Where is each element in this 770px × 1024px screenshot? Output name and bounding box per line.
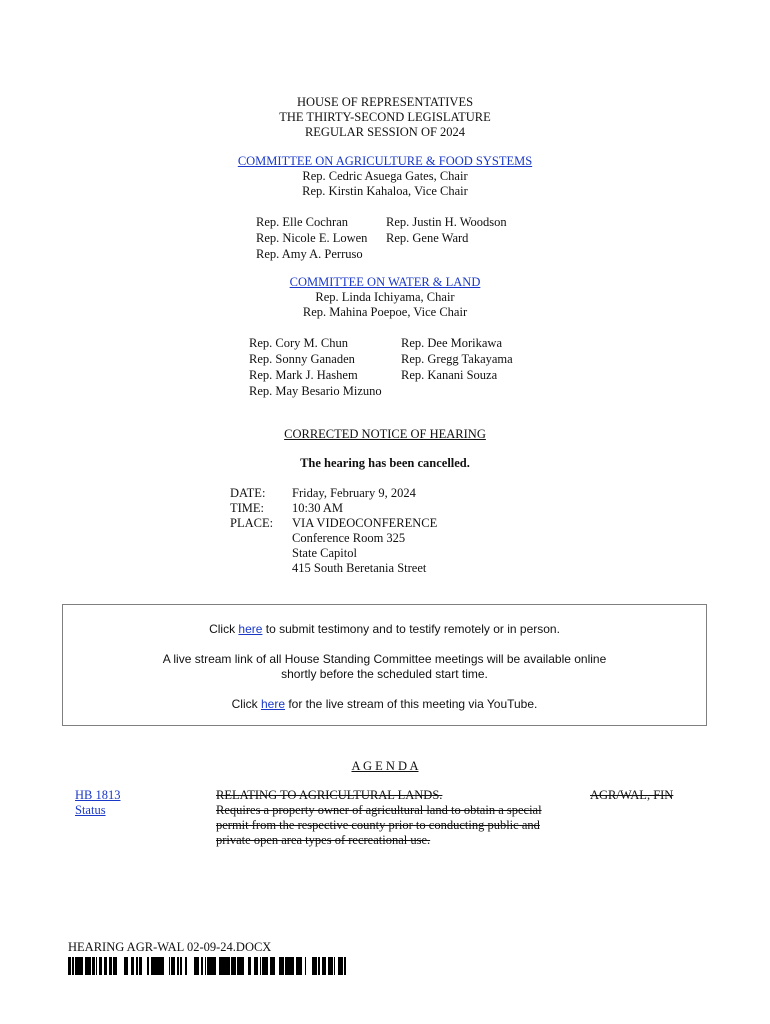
barcode-bar <box>283 957 284 975</box>
barcode-bar <box>68 957 69 975</box>
barcode-bar <box>69 957 70 975</box>
barcode-bar <box>324 957 325 975</box>
barcode-bar <box>285 957 287 975</box>
barcode-bar <box>127 957 128 975</box>
barcode-bar <box>279 957 280 975</box>
bill-link[interactable]: HB 1813 <box>75 788 121 802</box>
header-line-2: THE THIRTY-SECOND LEGISLATURE <box>279 110 491 124</box>
barcode-bar <box>148 957 149 975</box>
committee-2-link[interactable]: COMMITTEE ON WATER & LAND <box>289 275 481 289</box>
barcode-bar <box>185 957 187 975</box>
bill-title: RELATING TO AGRICULTURAL LANDS. <box>216 788 443 802</box>
barcode-bar <box>89 957 91 975</box>
barcode-bar <box>104 957 105 975</box>
member-name: Rep. Kanani Souza <box>401 368 498 382</box>
barcode-bar <box>242 957 244 975</box>
barcode-bar <box>147 957 148 975</box>
notice-title-wrap <box>0 427 770 442</box>
bill-description-line: permit from the respective county prior to conducting public and <box>216 818 540 832</box>
barcode-bar <box>88 957 89 975</box>
youtube-line: Click here for the live stream of this meeting via YouTube. <box>231 697 538 711</box>
barcode-bar <box>169 957 170 975</box>
barcode-bar <box>82 957 83 975</box>
member-name: Rep. Amy A. Perruso <box>256 247 363 261</box>
barcode-bar <box>197 957 199 975</box>
barcode-bar <box>256 957 258 975</box>
barcode-bar <box>153 957 154 975</box>
header-line-1: HOUSE OF REPRESENTATIVES <box>296 95 474 109</box>
committee-1-vice-chair: Rep. Kirstin Kahaloa, Vice Chair <box>302 184 468 198</box>
barcode-bar <box>239 957 241 975</box>
agenda-title-wrap <box>0 759 770 774</box>
barcode-bar <box>318 957 320 975</box>
livestream-availability-line-1: A live stream link of all House Standing Committee meetings will be available online <box>162 652 607 666</box>
barcode-bar <box>224 957 226 975</box>
barcode-bar <box>339 957 341 975</box>
barcode-bar <box>227 957 228 975</box>
barcode-bar <box>330 957 331 975</box>
barcode-bar <box>194 957 195 975</box>
member-name: Rep. Dee Morikawa <box>401 336 503 350</box>
agenda-item-description <box>216 788 542 848</box>
barcode-bar <box>100 957 102 975</box>
barcode-bar <box>328 957 329 975</box>
barcode-bar <box>223 957 224 975</box>
barcode-bar <box>345 957 346 975</box>
barcode-bar <box>334 957 335 975</box>
barcode-bar <box>80 957 82 975</box>
barcode-bar <box>272 957 274 975</box>
member-name: Rep. Sonny Ganaden <box>249 352 355 366</box>
barcode-bar <box>86 957 88 975</box>
barcode-bar <box>329 957 330 975</box>
date-label: DATE: <box>230 486 266 500</box>
barcode-bar <box>211 957 212 975</box>
barcode-bar <box>171 957 172 975</box>
barcode-bar <box>212 957 213 975</box>
barcode-bar <box>344 957 345 975</box>
barcode-bar <box>270 957 272 975</box>
barcode-bar <box>70 957 71 975</box>
barcode-bar <box>115 957 117 975</box>
barcode-bar <box>301 957 302 975</box>
barcode-bar <box>232 957 234 975</box>
document-header <box>0 95 770 140</box>
barcode-bar <box>280 957 282 975</box>
barcode-bar <box>290 957 291 975</box>
barcode-bar <box>305 957 306 975</box>
barcode-bar <box>332 957 333 975</box>
barcode-bar <box>75 957 77 975</box>
barcode-bar <box>267 957 268 975</box>
barcode-bar <box>296 957 297 975</box>
barcode-bar <box>331 957 332 975</box>
barcode-bar <box>209 957 211 975</box>
barcode-bar <box>250 957 251 975</box>
barcode-bar <box>241 957 242 975</box>
committee-1-members-left <box>256 214 367 262</box>
place-line: VIA VIDEOCONFERENCE <box>292 516 438 530</box>
hearing-detail-labels <box>230 486 273 531</box>
date-value: Friday, February 9, 2024 <box>292 486 416 500</box>
barcode-bar <box>292 957 294 975</box>
testimony-line: Click here to submit testimony and to testify remotely or in person. <box>209 622 560 636</box>
barcode-bar <box>99 957 100 975</box>
barcode-bar <box>201 957 203 975</box>
bill-referral: AGR/WAL, FIN <box>590 788 674 802</box>
barcode-bar <box>274 957 275 975</box>
barcode-bar <box>287 957 289 975</box>
barcode-bar <box>213 957 215 975</box>
barcode-bar <box>195 957 197 975</box>
barcode-bar <box>111 957 112 975</box>
barcode-bar <box>106 957 107 975</box>
barcode-bar <box>177 957 179 975</box>
place-line: 415 South Beretania Street <box>292 561 427 575</box>
agenda-title: A G E N D A <box>351 759 419 773</box>
barcode-bar <box>114 957 115 975</box>
committee-2-chair: Rep. Linda Ichiyama, Chair <box>315 290 455 304</box>
barcode-bar <box>226 957 227 975</box>
barcode-bar <box>322 957 323 975</box>
barcode-bar <box>85 957 86 975</box>
barcode-bar <box>124 957 126 975</box>
committee-2-members-right <box>401 335 513 383</box>
member-name: Rep. Mark J. Hashem <box>249 368 358 382</box>
barcode-bar <box>160 957 162 975</box>
barcode-bar <box>92 957 93 975</box>
place-line: Conference Room 325 <box>292 531 406 545</box>
committee-2-vice-chair: Rep. Mahina Poepoe, Vice Chair <box>302 305 468 319</box>
barcode-bar <box>205 957 206 975</box>
barcode-bar <box>139 957 141 975</box>
time-value: 10:30 AM <box>292 501 344 515</box>
barcode-bar <box>282 957 283 975</box>
barcode-bar <box>157 957 159 975</box>
bill-status-link[interactable]: Status <box>75 803 106 817</box>
committee-1-heading <box>0 154 770 199</box>
barcode-bar <box>180 957 182 975</box>
barcode-bar <box>126 957 127 975</box>
member-name: Rep. Elle Cochran <box>256 215 348 229</box>
barcode-bar <box>265 957 267 975</box>
barcode-bar <box>231 957 232 975</box>
barcode-bar <box>207 957 209 975</box>
barcode-bar <box>291 957 292 975</box>
barcode-bar <box>234 957 235 975</box>
member-name: Rep. Gregg Takayama <box>401 352 513 366</box>
barcode-bar <box>229 957 230 975</box>
barcode-bar <box>78 957 80 975</box>
footer-filename: HEARING AGR-WAL 02-09-24.DOCX <box>68 940 272 954</box>
member-name: Rep. Nicole E. Lowen <box>256 231 368 245</box>
barcode-bar <box>297 957 298 975</box>
testimony-info-box <box>62 604 707 726</box>
youtube-link[interactable]: here <box>260 697 285 711</box>
barcode-bar <box>260 957 261 975</box>
barcode-bar <box>262 957 264 975</box>
committee-1-chair: Rep. Cedric Asuega Gates, Chair <box>302 169 468 183</box>
barcode-bar <box>159 957 160 975</box>
barcode-bar <box>323 957 324 975</box>
barcode-bar <box>105 957 106 975</box>
barcode-bar <box>264 957 265 975</box>
barcode-bar <box>109 957 111 975</box>
barcode-bar <box>141 957 142 975</box>
member-name: Rep. Cory M. Chun <box>249 336 348 350</box>
barcode-bar <box>93 957 95 975</box>
barcode-bar <box>289 957 290 975</box>
barcode-bar <box>325 957 326 975</box>
barcode-bar <box>313 957 315 975</box>
barcode-bar <box>174 957 175 975</box>
barcode-bar <box>72 957 74 975</box>
barcode-bar <box>136 957 138 975</box>
barcode-bar <box>131 957 132 975</box>
committee-1-link[interactable]: COMMITTEE ON AGRICULTURE & FOOD SYSTEMS <box>237 154 533 168</box>
barcode-bar <box>162 957 163 975</box>
bill-description-line: private open area types of recreational use. <box>216 833 431 847</box>
cancellation-notice: The hearing has been cancelled. <box>300 456 470 470</box>
barcode-image <box>68 957 348 975</box>
place-label: PLACE: <box>230 516 274 530</box>
barcode-bar <box>299 957 301 975</box>
barcode-bar <box>341 957 343 975</box>
cancel-notice-wrap <box>0 456 770 471</box>
member-name: Rep. May Besario Mizuno <box>249 384 382 398</box>
bill-description-line: Requires a property owner of agricultural land to obtain a special <box>216 803 542 817</box>
place-line: State Capitol <box>292 546 357 560</box>
time-label: TIME: <box>230 501 265 515</box>
barcode-bar <box>228 957 229 975</box>
barcode-bar <box>151 957 153 975</box>
barcode-bar <box>255 957 256 975</box>
barcode-bar <box>173 957 174 975</box>
agenda-item-links <box>75 788 121 818</box>
barcode-bar <box>235 957 236 975</box>
barcode-bar <box>298 957 299 975</box>
hearing-detail-values <box>292 486 437 576</box>
header-line-3: REGULAR SESSION OF 2024 <box>304 125 466 139</box>
barcode-bar <box>315 957 317 975</box>
barcode-bar <box>96 957 97 975</box>
barcode-bar <box>219 957 221 975</box>
barcode-bar <box>113 957 114 975</box>
barcode-bar <box>155 957 156 975</box>
barcode-bar <box>77 957 78 975</box>
barcode-bar <box>338 957 339 975</box>
barcode-bar <box>248 957 250 975</box>
barcode-bar <box>221 957 223 975</box>
committee-2-members-left <box>249 335 382 399</box>
testimony-link[interactable]: here <box>238 622 263 636</box>
barcode-bar <box>215 957 216 975</box>
committee-2-heading <box>0 275 770 320</box>
barcode-bar <box>237 957 239 975</box>
member-name: Rep. Gene Ward <box>386 231 469 245</box>
barcode-bar <box>172 957 173 975</box>
barcode-bar <box>312 957 313 975</box>
barcode-bar <box>132 957 134 975</box>
notice-title: CORRECTED NOTICE OF HEARING <box>284 427 486 441</box>
barcode-bar <box>254 957 255 975</box>
barcode-bar <box>163 957 164 975</box>
committee-1-members-right <box>386 214 507 246</box>
barcode-bar <box>156 957 157 975</box>
barcode-bar <box>154 957 155 975</box>
member-name: Rep. Justin H. Woodson <box>386 215 507 229</box>
livestream-availability-line-2: shortly before the scheduled start time. <box>281 667 488 681</box>
